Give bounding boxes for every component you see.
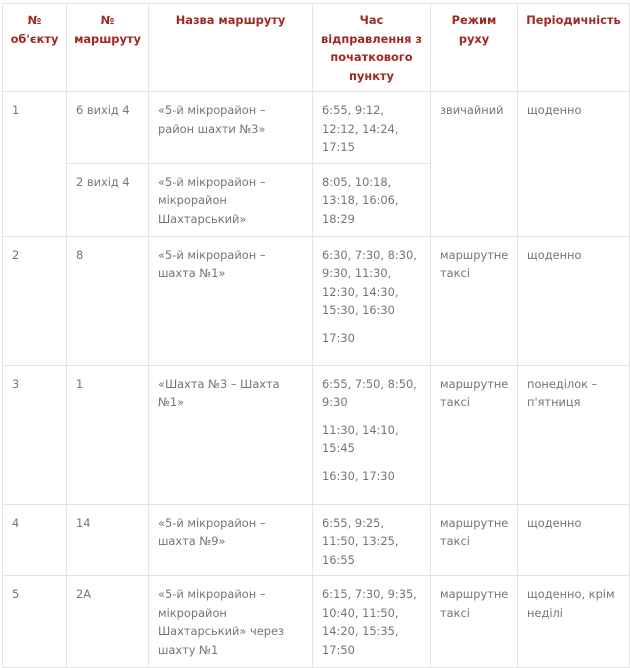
periodicity-cell: щоденно (518, 236, 630, 365)
table-row (3, 92, 630, 164)
route-name-cell: «5-й мікрорайон – мікрорайон Шахтарський» (149, 163, 313, 236)
periodicity-cell: щоденно (518, 504, 630, 576)
departure-time-cell (313, 576, 431, 668)
traffic-mode-cell: звичайний (431, 92, 518, 237)
header-traffic-mode: Режим руху (431, 4, 518, 92)
traffic-mode-cell: маршрутне таксі (431, 504, 518, 576)
route-no-cell: 2А (67, 576, 149, 668)
header-object-no: № об'єкту (3, 4, 67, 92)
route-no-cell: 14 (67, 504, 149, 576)
departure-time-cell (313, 92, 431, 164)
periodicity-cell: щоденно (518, 92, 630, 237)
time-block: 17:30 (322, 330, 355, 345)
traffic-mode-cell: маршрутне таксі (431, 576, 518, 668)
time-block: 6:15, 7:30, 9:35, 10:40, 11:50, 14:20, 15:35, 17:50 (322, 587, 417, 657)
route-no-cell: 8 (67, 236, 149, 365)
time-block: 16:30, 17:30 (322, 468, 395, 483)
object-no-cell: 3 (3, 365, 67, 504)
route-name-cell: «5-й мікрорайон – район шахти №3» (149, 92, 313, 164)
departure-time-cell (313, 365, 431, 504)
table-row (3, 504, 630, 576)
header-route-name: Назва маршруту (149, 4, 313, 92)
route-no-cell: 2 вихід 4 (67, 163, 149, 236)
object-no-cell: 5 (3, 576, 67, 668)
departure-time-cell (313, 163, 431, 236)
table-row (3, 576, 630, 668)
routes-table (2, 3, 630, 668)
table-row (3, 236, 630, 365)
periodicity-cell: щоденно, крім неділі (518, 576, 630, 668)
departure-time-cell (313, 504, 431, 576)
header-periodicity: Періодичність (518, 4, 630, 92)
route-name-cell: «5-й мікрорайон – мікрорайон Шахтарський» через шахту №1 (149, 576, 313, 668)
header-departure-time: Час відправлення з початкового пункту (313, 4, 431, 92)
periodicity-cell: понеділок – п'ятниця (518, 365, 630, 504)
object-no-cell: 4 (3, 504, 67, 576)
time-block: 6:55, 9:12, 12:12, 14:24, 17:15 (322, 103, 399, 154)
table-row (3, 365, 630, 504)
route-no-cell: 1 (67, 365, 149, 504)
time-block: 6:55, 9:25, 11:50, 13:25, 16:55 (322, 515, 399, 567)
traffic-mode-cell: маршрутне таксі (431, 365, 518, 504)
route-name-cell: «5-й мікрорайон – шахта №9» (149, 504, 313, 576)
route-name-cell: «Шахта №3 – Шахта №1» (149, 365, 313, 504)
object-no-cell: 1 (3, 92, 67, 237)
time-block: 6:55, 7:50, 8:50, 9:30 (322, 376, 417, 409)
time-block: 11:30, 14:10, 15:45 (322, 422, 399, 455)
route-name-cell: «5-й мікрорайон – шахта №1» (149, 236, 313, 365)
header-row (3, 4, 630, 92)
traffic-mode-cell: маршрутне таксі (431, 236, 518, 365)
header-route-no: № маршруту (67, 4, 149, 92)
object-no-cell: 2 (3, 236, 67, 365)
time-block: 8:05, 10:18, 13:18, 16:06, 18:29 (322, 174, 399, 226)
departure-time-cell (313, 236, 431, 365)
route-no-cell: 6 вихід 4 (67, 92, 149, 164)
time-block: 6:30, 7:30, 8:30, 9:30, 11:30, 12:30, 14:30, 15:30, 16:30 (322, 247, 417, 317)
